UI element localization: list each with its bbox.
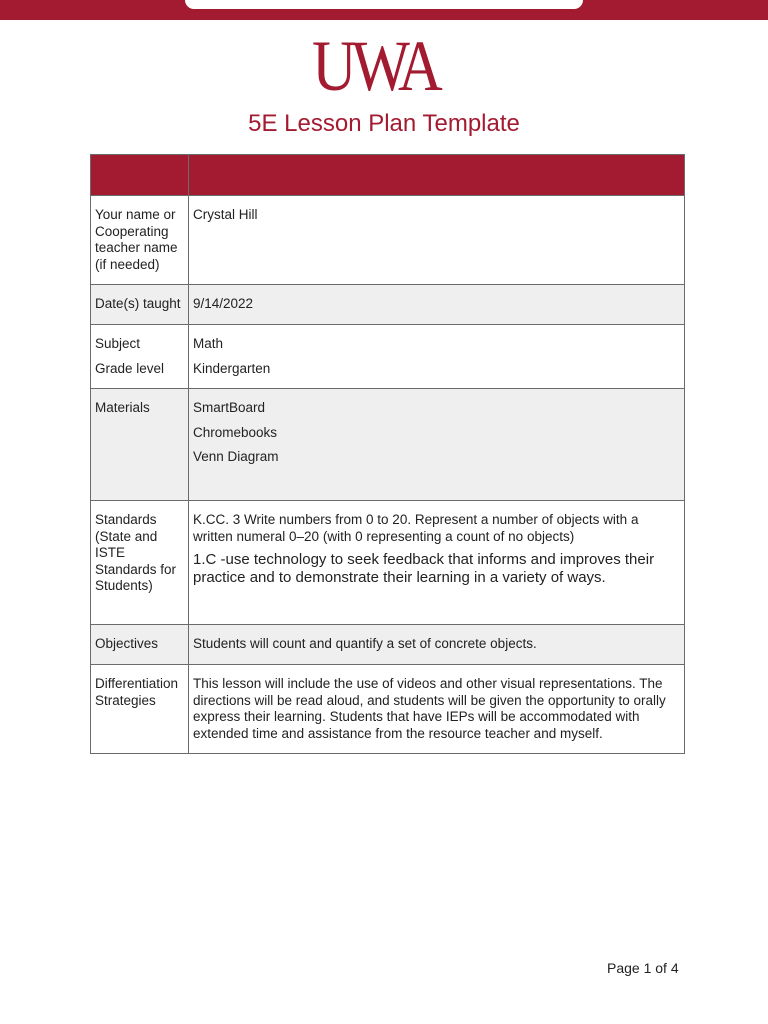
material-item: Chromebooks — [193, 424, 278, 440]
row-label-differentiation: Differentiation Strategies — [91, 665, 189, 754]
table-row-subject — [91, 325, 685, 389]
row-value-differentiation: This lesson will include the use of videos and other visual representations. The directions will be read aloud, and students will be given the opportunity to orally express their learning. Students that have IEPs will be accommodated with extended time and assistance from the resource teacher and myself. — [189, 665, 685, 754]
row-label-objectives: Objectives — [91, 625, 189, 665]
grade-level-label: Grade level — [95, 360, 165, 376]
table-row-differentiation — [91, 665, 685, 754]
standard-iste-1c: 1.C -use technology to seek feedback that informs and improves their practice and to demonstrate their learning in a variety of ways. — [193, 551, 655, 586]
header-cell-value — [189, 155, 685, 196]
subject-label: Subject — [95, 336, 141, 351]
subject-value: Math — [193, 336, 224, 351]
standard-kcc3: K.CC. 3 Write numbers from 0 to 20. Represent a number of objects with a written numeral 0–20 (with 0 representing a count of no objects) — [193, 512, 639, 544]
row-label-standards: Standards (State and ISTE Standards for Students) — [91, 501, 189, 625]
table-row-materials — [91, 389, 685, 501]
table-row-date — [91, 285, 685, 325]
table-row-name — [91, 196, 685, 285]
row-label-date: Date(s) taught — [91, 285, 189, 325]
page-number: Page 1 of 4 — [607, 960, 679, 976]
table-header-row — [91, 155, 685, 196]
row-value-objectives: Students will count and quantify a set of concrete objects. — [189, 625, 685, 665]
page-title: 5E Lesson Plan Template — [248, 110, 520, 137]
row-value-date: 9/14/2022 — [189, 285, 685, 325]
header-cell-label — [91, 155, 189, 196]
row-label-materials: Materials — [91, 389, 189, 501]
row-value-materials — [189, 389, 685, 501]
row-value-standards — [189, 501, 685, 625]
row-label-name: Your name or Cooperating teacher name (if needed) — [91, 196, 189, 285]
material-item: SmartBoard — [193, 400, 266, 415]
material-item: Venn Diagram — [193, 449, 279, 464]
lesson-plan-table — [90, 154, 685, 754]
row-value-subject — [189, 325, 685, 389]
top-banner-tab — [185, 0, 583, 9]
row-label-subject — [91, 325, 189, 389]
table-row-objectives — [91, 625, 685, 665]
table-row-standards — [91, 501, 685, 625]
grade-level-value: Kindergarten — [193, 360, 271, 376]
row-value-name: Crystal Hill — [189, 196, 685, 285]
uwa-logo: UWA — [312, 26, 438, 106]
